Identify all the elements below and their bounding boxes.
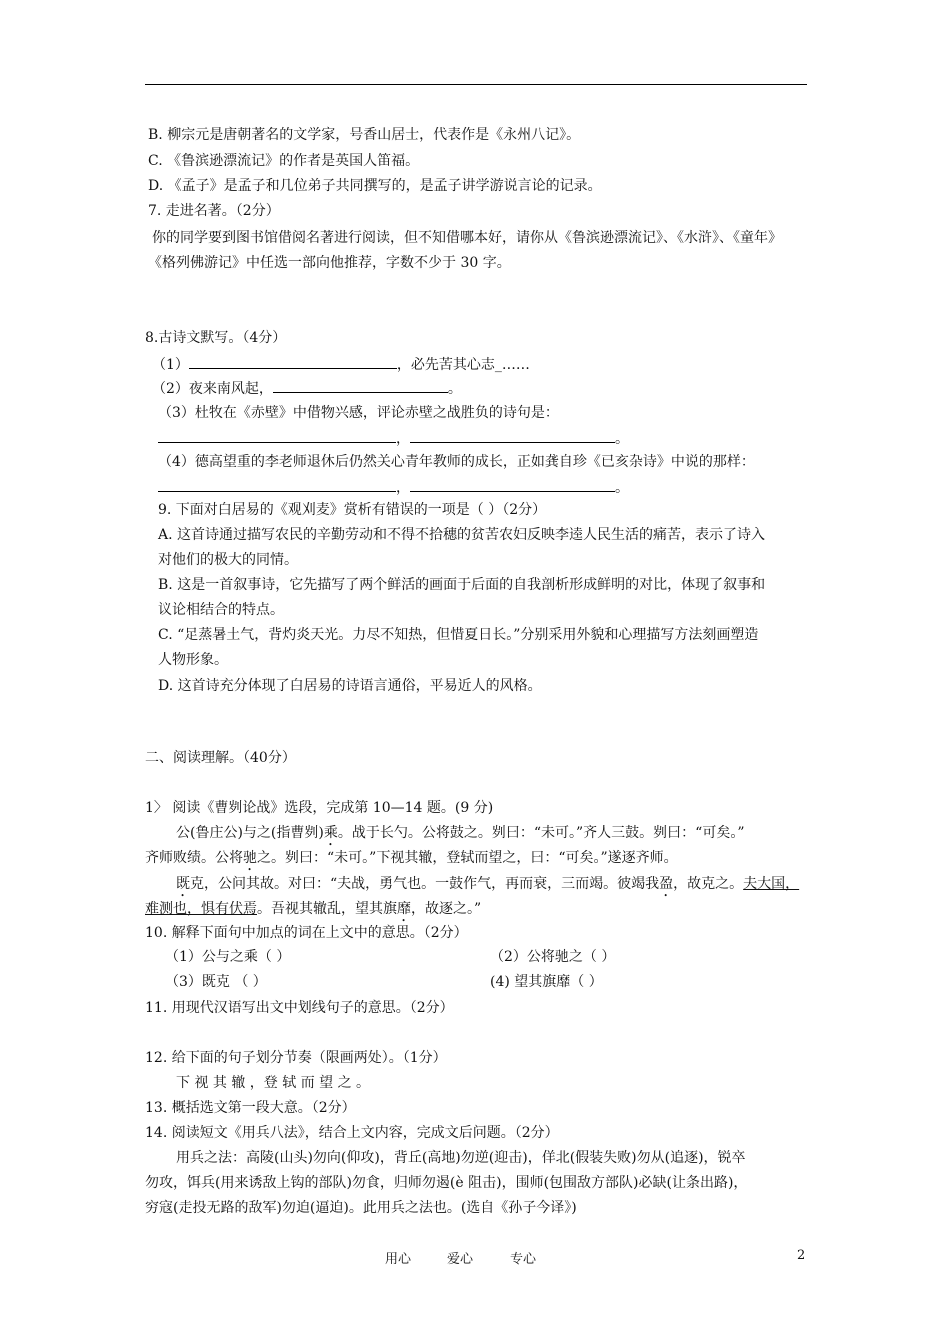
answer-blank[interactable]	[273, 378, 448, 393]
answer-blank[interactable]	[189, 354, 397, 369]
question-7-line-2: 《格列佛游记》中任选一部向他推荐，字数不少于 30 字。	[148, 255, 511, 271]
question-9-option-a-line-2: 对他们的极大的同情。	[158, 552, 298, 568]
question-10-item-3: （3）既克 （ ）	[165, 974, 267, 990]
question-10-item-4: (4) 望其旗靡（ ）	[490, 974, 603, 990]
question-9-option-b-line-1: B. 这是一首叙事诗，它先描写了两个鲜活的画面于后面的自我剖析形成鲜明的对比，体现了叙事和	[158, 577, 766, 593]
question-8-item-2: （2）夜来南风起， 。	[152, 378, 462, 399]
question-8-item-1: （1） ，必先苦其心志_……	[152, 354, 530, 375]
question-8-item-3-blanks: ， 。	[158, 428, 629, 449]
option-c-q6: C. 《鲁滨逊漂流记》的作者是英国人笛福。	[148, 153, 420, 169]
question-8-item-4: （4）德高望重的李老师退休后仍然关心青年教师的成长，正如龚自珍《已亥杂诗》中说的那样：	[158, 454, 755, 470]
question-11-title: 11. 用现代汉语写出文中划线句子的意思。（2分）	[145, 1000, 454, 1016]
footer-text-3: 专心	[510, 1252, 537, 1267]
passage-2-line-1: 用兵之法：高陵(山头)勿向(仰攻)，背丘(高地)勿逆(迎击)，佯北(假装失败)勿从(追逐)，锐卒	[176, 1150, 746, 1166]
question-8-title: 8.古诗文默写。（4分）	[145, 330, 287, 346]
option-d-q6: D. 《孟子》是孟子和几位弟子共同撰写的，是孟子讲学游说言论的记录。	[148, 178, 602, 194]
passage-2-line-2: 勿攻，饵兵(用来诱敌上钩的部队)勿食，归师勿遏(è 阻击)，围师(包围敌方部队)必缺(让条出路)，	[145, 1175, 748, 1191]
question-12-title: 12. 给下面的句子划分节奏（限画两处）。（1分）	[145, 1050, 447, 1066]
passage-line-1: 公(鲁庄公)与之(指曹刿)乘。战于长勺。公将鼓之。刿曰：“未可。”齐人三鼓。刿曰：“可矣。”	[176, 825, 745, 841]
reading-1-title: 1〉 阅读《曹刿论战》选段，完成第 10—14 题。(9 分)	[145, 800, 494, 816]
question-9-option-c-line-1: C. “足蒸暑土气，背灼炎天光。力尽不知热，但惜夏日长。”分别采用外貌和心理描写方法刻画塑造	[158, 627, 759, 643]
footer-text-2: 爱心	[447, 1252, 474, 1267]
question-9-option-a-line-1: A. 这首诗通过描写农民的辛勤劳动和不得不拾穗的贫苦农妇反映李逵人民生活的痛苦，表示了诗入	[158, 527, 766, 543]
passage-2-line-3: 穷寇(走投无路的敌军)勿迫(逼迫)。此用兵之法也。(选自《孙子今译》)	[145, 1200, 577, 1216]
question-9-option-b-line-2: 议论相结合的特点。	[158, 602, 284, 618]
question-8-item-3: （3）杜牧在《赤壁》中借物兴感，评论赤壁之战胜负的诗句是：	[158, 405, 559, 421]
passage-line-4: 难测也，惧有伏焉。吾视其辙乱，望其旗靡，故逐之。”	[145, 901, 482, 917]
question-7-title: 7. 走进名著。（2分）	[148, 203, 280, 219]
question-12-sentence: 下 视 其 辙 ，登 轼 而 望 之 。	[176, 1075, 371, 1091]
question-8-item-4-blanks: ， 。	[158, 477, 629, 498]
question-10-item-1: （1）公与之乘（ ）	[165, 949, 291, 965]
footer-text-1: 用心	[385, 1252, 412, 1267]
header-rule	[145, 84, 807, 85]
question-14-title: 14. 阅读短文《用兵八法》，结合上文内容，完成文后问题。（2分）	[145, 1125, 559, 1141]
question-9-option-c-line-2: 人物形象。	[158, 652, 228, 668]
passage-line-3: 既克，公问其故。对曰：“夫战，勇气也。一鼓作气，再而衰，三而竭。彼竭我盈，故克之。夫大国，	[176, 876, 800, 892]
passage-line-2: 齐师败绩。公将驰之。刿曰：“未可。”下视其辙，登轼而望之，曰：“可矣。”遂逐齐师。	[145, 850, 678, 866]
question-9-option-d: D. 这首诗充分体现了白居易的诗语言通俗，平易近人的风格。	[158, 678, 542, 694]
question-10-title: 10. 解释下面句中加点的词在上文中的意思。（2分）	[145, 925, 468, 941]
answer-blank[interactable]	[410, 477, 615, 492]
answer-blank[interactable]	[158, 477, 396, 492]
question-9-title: 9. 下面对白居易的《观刈麦》赏析有错误的一项是（ ）（2分）	[158, 502, 547, 518]
question-7-line-1: 你的同学要到图书馆借阅名著进行阅读，但不知借哪本好，请你从《鲁滨逊漂流记》、《水浒》、《童年》	[152, 230, 782, 246]
option-b-q6: B. 柳宗元是唐朝著名的文学家，号香山居士，代表作是《永州八记》。	[148, 127, 581, 143]
section-2-heading: 二、阅读理解。（40分）	[145, 750, 296, 766]
question-10-item-2: （2）公将驰之（ ）	[490, 949, 616, 965]
page-number: 2	[797, 1248, 806, 1263]
answer-blank[interactable]	[410, 428, 615, 443]
answer-blank[interactable]	[158, 428, 396, 443]
question-13-title: 13. 概括选文第一段大意。（2分）	[145, 1100, 356, 1116]
